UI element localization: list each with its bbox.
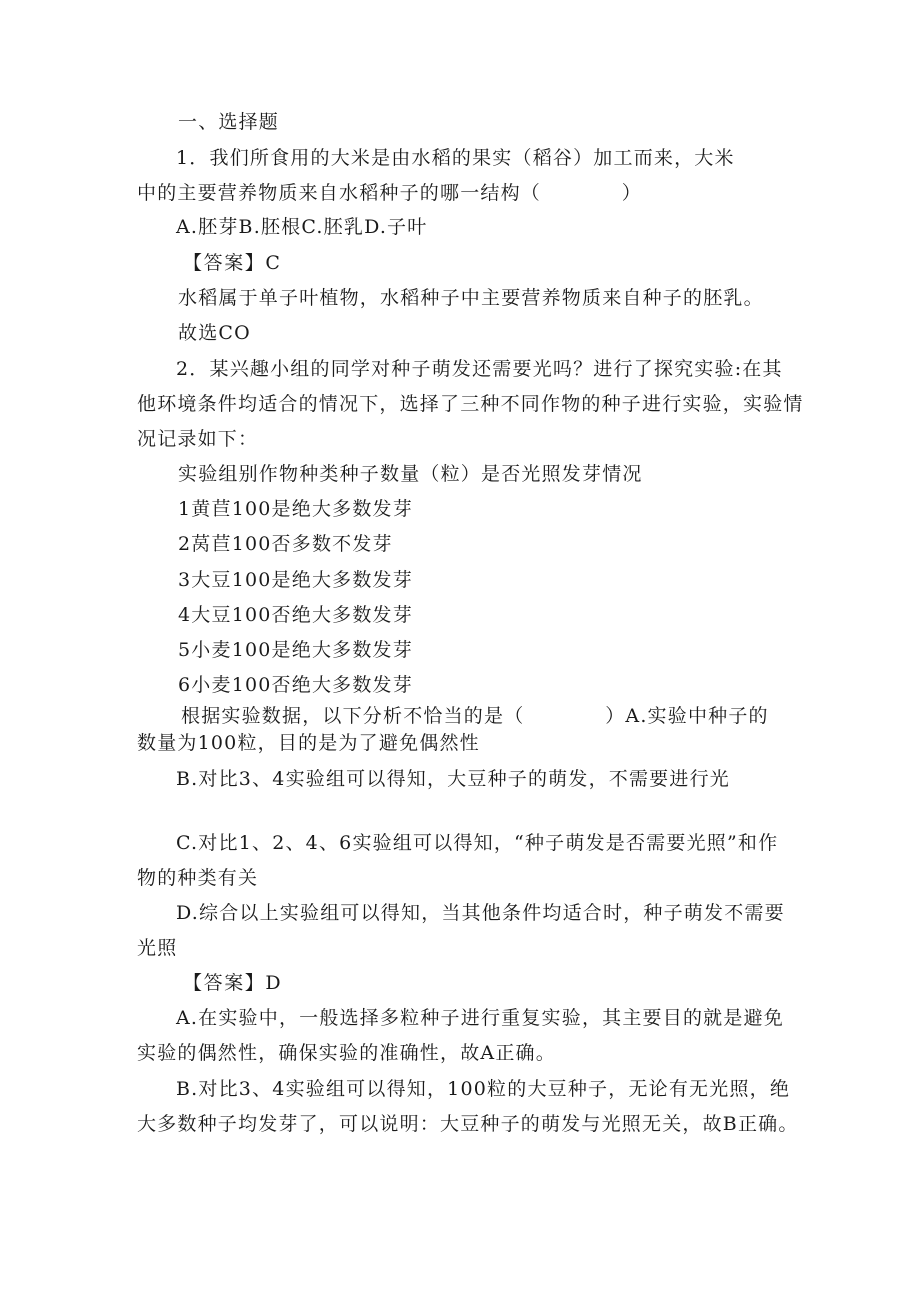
q2-stem-line2: 他环境条件均适合的情况下，选择了三种不同作物的种子进行实验，实验情 (137, 393, 804, 415)
q2-table-row: 5小麦100是绝大多数发芽 (178, 639, 413, 661)
q1-stem-line2: 中的主要营养物质来自水稻种子的哪一结构（ ） (137, 182, 643, 204)
q2-option-c-line2: 物的种类有关 (137, 867, 259, 889)
q2-table-row: 1黄苣100是绝大多数发芽 (178, 498, 413, 520)
q1-stem-line1: 1．我们所食用的大米是由水稻的果实（稻谷）加工而来，大米 (176, 147, 735, 169)
q2-explanation-a-line2: 实验的偶然性，确保实验的准确性，故A正确。 (137, 1042, 556, 1064)
q2-table-row: 2莴苣100否多数不发芽 (178, 533, 393, 555)
q1-options: A.胚芽B.胚根C.胚乳D.子叶 (176, 216, 428, 238)
section-heading: 一、选择题 (178, 111, 280, 133)
q2-option-b: B.对比3、4实验组可以得知，大豆种子的萌发，不需要进行光 (176, 768, 730, 790)
q1-answer: 【答案】C (183, 252, 282, 274)
q2-option-d-line2: 光照 (137, 937, 178, 959)
q2-prompt-line2: 数量为100粒，目的是为了避免偶然性 (137, 732, 480, 754)
q2-answer: 【答案】D (183, 972, 283, 994)
q2-stem-line1: 2．某兴趣小组的同学对种子萌发还需要光吗？进行了探究实验:在其 (176, 358, 783, 380)
q2-table-header: 实验组别作物种类种子数量（粒）是否光照发芽情况 (178, 463, 643, 485)
q1-conclusion: 故选CO (178, 322, 251, 344)
q2-option-c-line1: C.对比1、2、4、6实验组可以得知，“种子萌发是否需要光照”和作 (176, 832, 779, 854)
q2-stem-line3: 况记录如下： (137, 428, 259, 450)
q1-explanation: 水稻属于单子叶植物，水稻种子中主要营养物质来自种子的胚乳。 (178, 287, 764, 309)
q2-explanation-a-line1: A.在实验中，一般选择多粒种子进行重复实验，其主要目的就是避免 (176, 1007, 784, 1029)
q2-explanation-b-line1: B.对比3、4实验组可以得知，100粒的大豆种子，无论有无光照，绝 (176, 1078, 791, 1100)
q2-table-row: 4大豆100否绝大多数发芽 (178, 604, 413, 626)
q2-table-row: 3大豆100是绝大多数发芽 (178, 569, 413, 591)
q2-option-d-line1: D.综合以上实验组可以得知，当其他条件均适合时，种子萌发不需要 (176, 902, 785, 924)
q2-explanation-b-line2: 大多数种子均发芽了，可以说明：大豆种子的萌发与光照无关，故B正确。 (137, 1113, 799, 1135)
q2-prompt-line1: 根据实验数据，以下分析不恰当的是（ ）A.实验中种子的 (181, 705, 769, 727)
q2-table-row: 6小麦100否绝大多数发芽 (178, 674, 413, 696)
